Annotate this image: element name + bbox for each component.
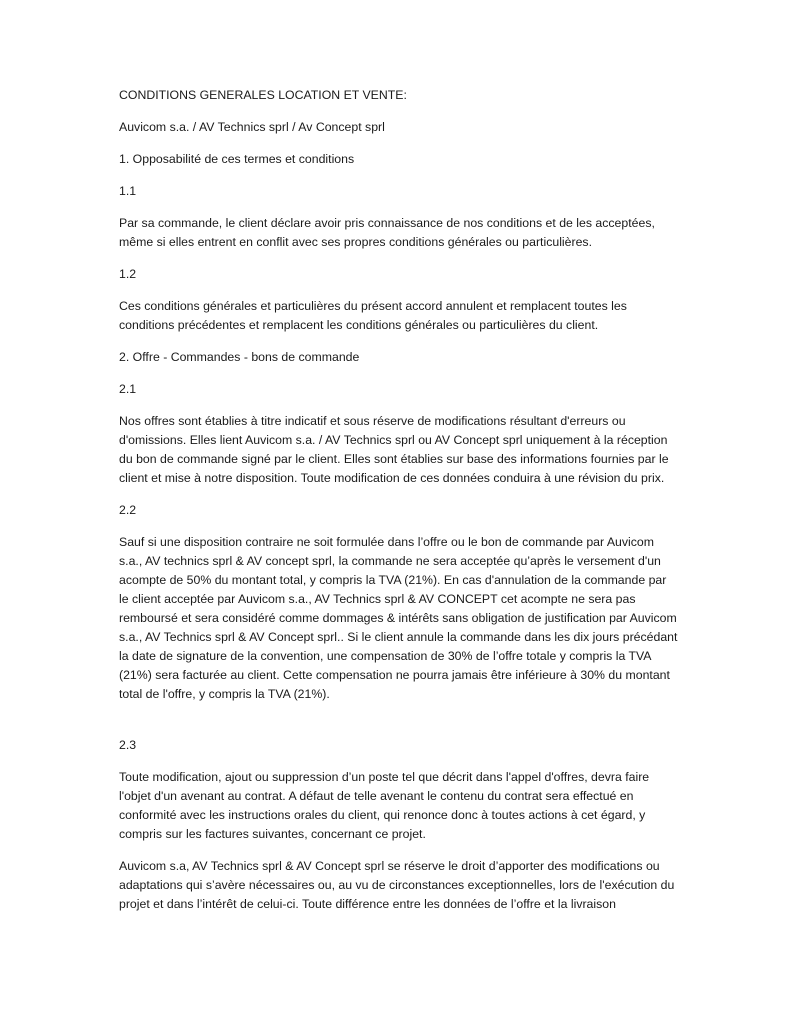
- company-names: Auvicom s.a. / AV Technics sprl / Av Concept sprl: [119, 120, 385, 134]
- clause-2-3-number: 2.3: [119, 738, 137, 752]
- clause-1-1-number: 1.1: [119, 184, 137, 198]
- paragraph-spacer: [119, 717, 679, 736]
- clause-1-2-text: Ces conditions générales et particulières du présent accord annulent et remplacent toutes les conditions précédentes et remplacent les conditions générales ou particulières du client.: [119, 299, 627, 332]
- clause-2-2-number: 2.2: [119, 503, 137, 517]
- clause-2-1-text: Nos offres sont établies à titre indicatif et sous réserve de modifications résultant d'erreurs ou d'omissions. Elles lient Auvicom s.a. / AV Technics sprl ou AV Concept sprl uniquement à la réception du bon de commande signé par le client. Elles sont établies sur base des informations fournies par le client et mise à notre disposition. Toute modification de ces données conduira à une révision du prix.: [119, 414, 669, 485]
- document-title: CONDITIONS GENERALES LOCATION ET VENTE:: [119, 88, 407, 102]
- clause-2-3-text: Toute modification, ajout ou suppression d’un poste tel que décrit dans l'appel d'offres, devra faire l'objet d'un avenant au contrat. A défaut de telle avenant le contenu du contrat sera effectué en conformité avec les instructions orales du client, qui renonce donc à toutes actions à cet égard, y compris sur les factures suivantes, concernant ce projet.: [119, 770, 650, 841]
- clause-1-2-number: 1.2: [119, 267, 137, 281]
- clause-2-1-number: 2.1: [119, 382, 137, 396]
- section-1-heading: 1. Opposabilité de ces termes et conditions: [119, 152, 355, 166]
- clause-2-3-text-continued: Auvicom s.a, AV Technics sprl & AV Concept sprl se réserve le droit d’apporter des modifications ou adaptations qui s’avère nécessaires ou, au vu de circonstances exceptionnelles, lors de l'exécution du projet et dans l’intérêt de celui-ci. Toute différence entre les données de l’offre et la livraison: [119, 859, 675, 911]
- document-page: [119, 86, 679, 927]
- clause-2-2-text: Sauf si une disposition contraire ne soit formulée dans l’offre ou le bon de commande par Auvicom s.a., AV technics sprl & AV concept sprl, la commande ne sera acceptée qu’après le versement d'un acompte de 50% du montant total, y compris la TVA (21%). En cas d'annulation de la commande par le client acceptée par Auvicom s.a., AV Technics sprl & AV CONCEPT cet acompte ne sera pas remboursé et sera considéré comme dommages & intérêts sans obligation de justification par Auvicom s.a., AV Technics sprl & AV Concept sprl.. Si le client annule la commande dans les dix jours précédant la date de signature de la convention, une compensation de 30% de l’offre totale y compris la TVA (21%) sera facturée au client. Cette compensation ne pourra jamais être inférieure à 30% du montant total de l'offre, y compris la TVA (21%).: [119, 535, 678, 701]
- clause-1-1-text: Par sa commande, le client déclare avoir pris connaissance de nos conditions et de les acceptées, même si elles entrent en conflit avec ses propres conditions générales ou particulières.: [119, 216, 655, 249]
- section-2-heading: 2. Offre - Commandes - bons de commande: [119, 350, 360, 364]
